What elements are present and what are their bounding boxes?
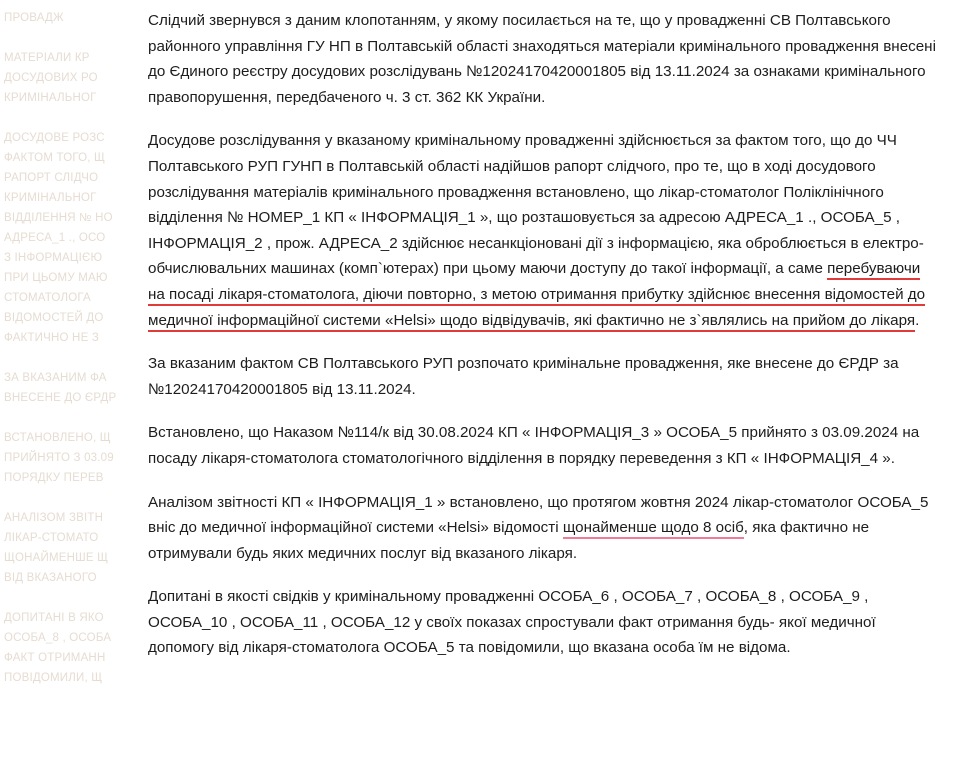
ghost-text-line	[4, 28, 134, 48]
ghost-text-line: ПОРЯДКУ ПЕРЕВ	[4, 472, 104, 484]
paragraph-text: Допитані в якості свідків у кримінальному провадженні ОСОБА_6 , ОСОБА_7 , ОСОБА_8 , ОСОБА_9 , ОСОБА_10 , ОСОБА_11 , ОСОБА_12 у своїх показах спростували факт отримання будь- якої медичної допомогу від лікаря-стоматолога ОСОБА_5 та повідомили, що вказана особа їм не відома.	[148, 588, 876, 657]
ghost-text-line: З ІНФОРМАЦІЄЮ	[4, 252, 103, 264]
background-ghost-text	[0, 0, 140, 768]
ghost-text-line: ВІДОМОСТЕЙ ДО	[4, 312, 104, 324]
ghost-text-line: ВІДДІЛЕННЯ № НО	[4, 212, 113, 224]
ghost-text-line: ЛІКАР-СТОМАТО	[4, 532, 99, 544]
ghost-text-line: ПРИЙНЯТО З 03.09	[4, 452, 114, 464]
ghost-text-line	[4, 348, 134, 368]
paragraph-text: Досудове розслідування у вказаному кримінальному провадженні здійснюється за фактом того, що до ЧЧ Полтавського РУП ГУНП в Полтавській області надійшов рапорт слідчого, про те, що в ході досудового розслідування матеріалів кримінального провадження встановлено, що лікар-стоматолог Поліклінічного відділення № НОМЕР_1 КП « ІНФОРМАЦІЯ_1 », що розташовується за адресою АДРЕСА_1 ., ОСОБА_5 , ІНФОРМАЦІЯ_2 , прож. АДРЕСА_2 здійснює несанкціоновані дії з інформацією, яка оброблюється в електро-обчислювальних машинах (комп`ютерах) при цьому маючи доступу до такої інформації, а саме	[148, 132, 924, 278]
ghost-text-line: ЗА ВКАЗАНИМ ФА	[4, 372, 107, 384]
ghost-text-line: ДОПИТАНІ В ЯКО	[4, 612, 104, 624]
document-paragraph	[148, 584, 940, 661]
ghost-text-line: СТОМАТОЛОГА	[4, 292, 91, 304]
document-paragraph	[148, 351, 940, 402]
ghost-text-line: АДРЕСА_1 ., ОСО	[4, 232, 106, 244]
ghost-text-line: ВІД ВКАЗАНОГО	[4, 572, 97, 584]
ghost-text-line: КРИМІНАЛЬНОГ	[4, 92, 97, 104]
ghost-text-line: ФАКТОМ ТОГО, Щ	[4, 152, 106, 164]
red-underlined-text: перебуваючи на посаді лікаря-стоматолога, діючи повторно, з метою отримання прибутку здійснює внесення відомостей до медичної інформаційної системи «Helsi» щодо відвідувачів, які фактично не з`являлись на прийом до лікаря	[148, 260, 925, 331]
ghost-text-line: ПОВІДОМИЛИ, Щ	[4, 672, 103, 684]
ghost-text-line: ЩОНАЙМЕНШЕ Щ	[4, 552, 109, 564]
ghost-text-line	[4, 408, 134, 428]
ghost-text-line: ДОСУДОВИХ РО	[4, 72, 98, 84]
document-paragraph	[148, 490, 940, 567]
ghost-text-line: МАТЕРІАЛИ КР	[4, 52, 90, 64]
ghost-text-line: ВНЕСЕНЕ ДО ЄРДР	[4, 392, 117, 404]
ghost-text-line: ПРОВАДЖ	[4, 12, 64, 24]
paragraph-text: .	[915, 311, 920, 329]
paragraph-text: , яка фактично не отримували будь яких медичних послуг від вказаного лікаря.	[148, 519, 870, 562]
ghost-text-line: ДОСУДОВЕ РОЗС	[4, 132, 105, 144]
ghost-text-line	[4, 588, 134, 608]
ghost-text-line: ФАКТИЧНО НЕ З	[4, 332, 99, 344]
ghost-text-line: КРИМІНАЛЬНОГ	[4, 192, 97, 204]
document-paragraph	[148, 128, 940, 333]
paragraph-text: Встановлено, що Наказом №114/к від 30.08.2024 КП « ІНФОРМАЦІЯ_3 » ОСОБА_5 прийнято з 03.09.2024 на посаду лікаря-стоматолога стоматологічного відділення в порядку переведення з КП « ІНФОРМАЦІЯ_4 ».	[148, 424, 920, 467]
ghost-text-line: ВСТАНОВЛЕНО, Щ	[4, 432, 111, 444]
ghost-text-line: РАПОРТ СЛІДЧО	[4, 172, 99, 184]
ghost-text-line: ОСОБА_8 , ОСОБА	[4, 632, 112, 644]
ghost-text-line: ПРИ ЦЬОМУ МАЮ	[4, 272, 108, 284]
paragraph-text: За вказаним фактом СВ Полтавського РУП розпочато кримінальне провадження, яке внесене до ЄРДР за №12024170420001805 від 13.11.2024.	[148, 355, 899, 398]
paragraph-text: Слідчий звернувся з даним клопотанням, у якому посилається на те, що у провадженні СВ Полтавського районного управління ГУ НП в Полтавській області знаходяться матеріали кримінального провадження внесені до Єдиного реєстру досудових розслідувань №1202417042000180	[148, 12, 936, 81]
document-paragraph	[148, 8, 940, 110]
ghost-text-line	[4, 488, 134, 508]
paragraph-text: 5 від 13.11.2024 за ознаками кримінального правопорушення, передбаченого ч. 3 ст. 362 КК України.	[148, 63, 926, 106]
ghost-text-line: АНАЛІЗОМ ЗВІТН	[4, 512, 104, 524]
pink-underlined-text: щонайменше щодо 8 осіб	[563, 519, 744, 539]
ghost-text-line	[4, 108, 134, 128]
document-body	[140, 0, 960, 768]
paragraph-text: Аналізом звітності КП « ІНФОРМАЦІЯ_1 » встановлено, що протягом жовтня 2024 лікар-стоматолог ОСОБА_5 вніс до медичної інформаційної системи «Helsi» відомості	[148, 493, 929, 537]
document-paragraph	[148, 420, 940, 471]
ghost-text-line: ФАКТ ОТРИМАНН	[4, 652, 106, 664]
